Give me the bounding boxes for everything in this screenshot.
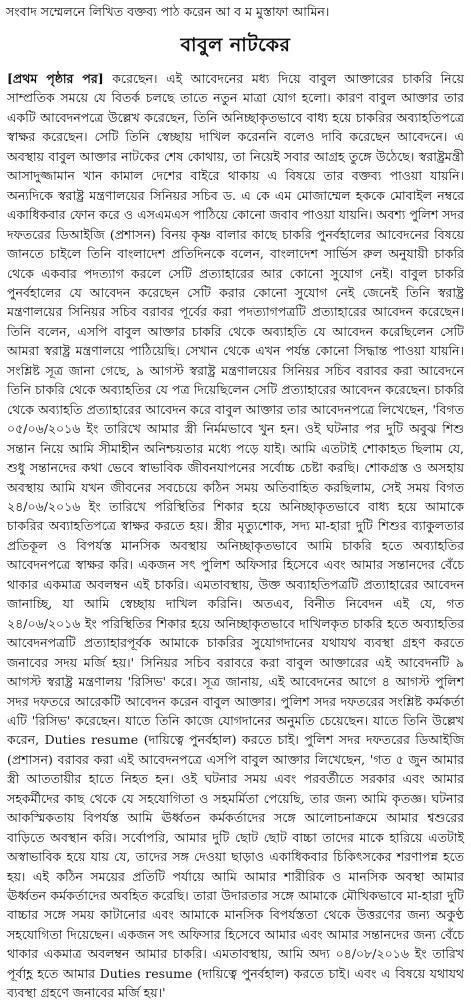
continuation-marker: [প্রথম পৃষ্ঠার পর]: [7, 71, 104, 86]
article-body: [0, 69, 471, 1003]
previous-story-last-line: সংবাদ সম্মেলনে লিখিত বক্তব্য পাঠ করেন আ ব ম মুস্তাফা আমিন।: [6, 4, 330, 19]
headline: বাবুল নাটকের: [180, 34, 291, 56]
article-text: করেছেন। এই আবেদনের মধ্য দিয়ে বাবুল আক্তারের চাকরি নিয়ে সাম্প্রতিক সময়ে যে বিতর্ক চলছে তাতে নতুন মাত্রা যোগ হলো। কারণ বাবুল আক্তার তার একটি আবেদনপত্রে উল্লেখ করেছেন, তিনি অনিচ্ছাকৃতভাবে বাধ্য হয়ে চাকরির অব্যাহতিপত্রে স্বাক্ষর করেছেন। সেটি তিনি স্বেচ্ছায় দাখিল করেননি বলেও দাবি করেছেন আবেদনে। এ অবস্থায় বাবুল আক্তার নাটকের শেষ কোথায়, তা নিয়েই সবার আগ্রহ তুঙ্গে উঠেছে। স্বরাষ্ট্রমন্ত্রী আসাদুজ্জামান খান কামাল দেশের বাইরে থাকায় এ বিষয়ে তার বক্তব্য পাওয়া যায়নি। অন্যদিকে স্বরাষ্ট্র মন্ত্রণালয়ের সিনিয়র সচিব ড. এ কে এম মোজাম্মেল হককে মোবাইল নম্বরে একাধিকবার ফোন করে ও এসএমএস পাঠিয়ে কোনো জবাব পাওয়া যায়নি। অবশ্য পুলিশ সদর দফতরের ডিআইজি (প্রশাসন) বিনয় কৃষ্ণ বালার কাছে চাকরি পুনর্বহালের আবেদনের বিষয়ে জানতে চাইলে তিনি বাংলাদেশ প্রতিদিনকে বলেন, বাংলাদেশ সার্ভিস রুল অনুযায়ী চাকরি থেকে একবার পদত্যাগ করলে সেটি প্রত্যাহারের আর কোনো সুযোগ নেই। বাবুল চাকরি পুনর্বহালের যে আবেদন করেছেন সেটি করার কোনো সুযোগ নেই জেনেই তিনি স্বরাষ্ট্র মন্ত্রণালয়ের সিনিয়র সচিব বরাবর পূর্বের করা পদত্যাগপত্রটি প্রত্যাহারের আবেদন করেছেন। তিনি বলেন, এসপি বাবুল আক্তার চাকরি থেকে অব্যাহতি যে আবেদন করেছিলেন সেটি আমরা স্বরাষ্ট্র মন্ত্রণালয়ে পাঠিয়েছি। সেখান থেকে এখন পর্যন্ত কোনো সিদ্ধান্ত পাওয়া যায়নি। সংশ্লিষ্ট সূত্র জানা গেছে, ৯ আগস্ট স্বরাষ্ট্র মন্ত্রণালয়ের সিনিয়র সচিব বরাবর করা আবেদনে তিনি চাকরি থেকে অব্যাহতির যে পত্র দিয়েছিলেন সেটি প্রত্যাহারের আবেদন করেছেন। চাকরি থেকে অব্যাহতি প্রত্যাহারের আবেদন করে বাবুল আক্তার তার আবেদনপত্রে লিখেছেন, 'বিগত ০৫/০৬/২০১৬ ইং তারিখে আমার স্ত্রী নির্মমভাবে খুন হন। ওই ঘটনার পর দুটি অবুঝ শিশু সন্তান নিয়ে আমি সীমাহীন অনিশ্চয়তার মধ্যে পড়ে যাই। আমি এতটাই শোকাহত ছিলাম যে, শুধু সন্তানদের কথা ভেবে স্বাভাবিক জীবনযাপনের সর্বোচ্চ চেষ্টা করছি। শোকগ্রস্ত ও অসহায় অবস্থায় আমি যখন জীবনের সবচেয়ে কঠিন সময় অতিবাহিত করছিলাম, সেই সময় বিগত ২৪/০৬/২০১৬ ইং তারিখে পরিস্থিতির শিকার হয়ে অনিচ্ছাকৃতভাবে বাধ্য হয়ে আমাকে চাকরির অব্যাহতিপত্রে স্বাক্ষর করতে হয়। স্ত্রীর মৃত্যুশোক, সদ্য মা-হারা দুটি শিশুর ব্যাকুলতার প্রতিকূল ও বিপর্যস্ত মানসিক অবস্থায় অনিচ্ছাকৃতভাবে আমি চাকরি হতে অব্যাহতির আবেদনপত্রে স্বাক্ষর করি। একজন সৎ পুলিশ অফিসার হিসেবে এবং আমার সন্তানদের বেঁচে থাকার একমাত্র অবলম্বন এই চাকরি। এমতাবস্থায়, উক্ত অব্যাহতিপত্রটি প্রত্যাহারের আবেদন জানাচ্ছি, যা আমি স্বেচ্ছায় দাখিল করিনি। অতএব, বিনীত নিবেদন এই যে, গত ২৪/০৬/২০১৬ ইং পরিস্থিতির শিকার হয়ে অনিচ্ছাকৃতভাবে দাখিলকৃত চাকরি হতে অব্যাহতির আবেদনপত্রটি প্রত্যাহারপূর্বক আমাকে চাকরির সুযোগদানের যথাযথ ব্যবস্থা গ্রহণ করতে জনাবের সদয় মর্জি হয়।' সিনিয়র সচিব বরাবরে করা বাবুল আক্তারের এই আবেদনটি ৯ আগস্ট স্বরাষ্ট্র মন্ত্রণালয় 'রিসিভ' করে। সূত্র জানায়, এই আবেদনের আগে ৪ আগস্ট পুলিশ সদর দফতরে আরেকটি আবেদন করেন বাবুল আক্তার। পুলিশ সদর দফতরের সংশ্লিষ্ট কর্মকর্তা এটি 'রিসিভ' করেছেন। যাতে তিনি কাজে যোগদানের অনুমতি চেয়েছেন। যাতে তিনি উল্লেখ করেন, Duties resume (দায়িত্বে পুনর্বহাল) করতে চাই। পুলিশ সদর দফতরের ডিআইজি (প্রশাসন) বরাবর করা এই আবেদনপত্রে এসপি বাবুল আক্তার লিখেছেন, 'গত ৫ জুন আমার স্ত্রী আততায়ীর হাতে নিহত হন। ওই ঘটনার সময় এবং পরবর্তীতে সরকার এবং আমার সহকর্মীদের কাছ থেকে যে সহযোগিতা ও সহমর্মিতা পেয়েছি, তার জন্য আমি কৃতজ্ঞ। ঘটনার আকস্মিকতায় বিপর্যস্ত আমি ঊর্ধ্বতন কর্মকর্তাদের সঙ্গে আলোচনাক্রমে আমার শ্বশুরের বাড়িতে অবস্থান করি। সর্বোপরি, আমার দুটি ছোট ছোট বাচ্চা তাদের মাকে হারিয়ে এতটাই অস্বাভাবিক হয়ে যায় যে, তাদের সঙ্গ দেওয়া ছাড়াও একাধিকবার চিকিৎসকের শরণাপন্ন হতে হয়। এই কঠিন সময়ের প্রতিটি পর্যায়ে আমি আমার শারীরিক ও মানসিক অবস্থা আমার ঊর্ধ্বতন কর্মকর্তাদের অবহিত করেছি। তারা উদারতার সঙ্গে আমাকে মৌখিকভাবে মা-হারা দুটি বাচ্চার সঙ্গে সময় কাটানোর এবং আমাকে মানসিক বিপর্যস্ততা থেকে উত্তরণের জন্য অকুণ্ঠ সহযোগিতা দিয়েছেন। একজন সৎ অফিসার হিসেবে আমার এবং আমার সন্তানদের জন্য বেঁচে থাকার একমাত্র অবলম্বন আমার চাকরি। এমতাবস্থায়, আমি অদ্য ০৪/০৮/২০১৬ ইং তারিখ পূর্বাহ্ণ হতে আমার Duties resume (দায়িত্বে পুনর্বহাল) করতে চাই। এবং এ বিষয়ে যথাযথ ব্যবস্থা গ্রহণে জনাবের মর্জি হয়।': [7, 71, 465, 1001]
